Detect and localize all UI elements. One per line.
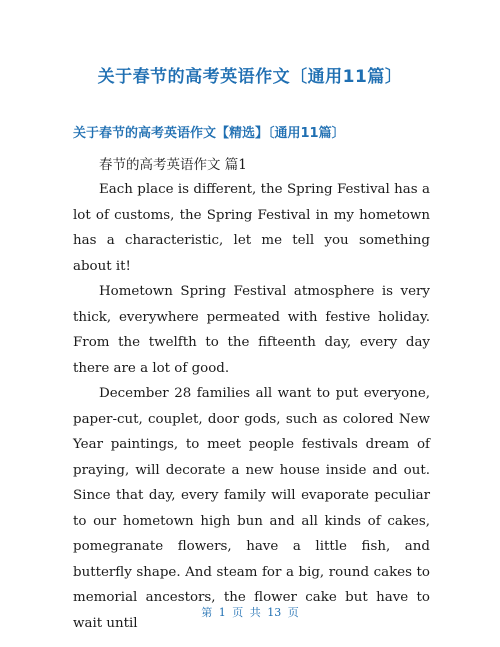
essay-paragraph: December 28 families all want to put everyone, paper-cut, couplet, door gods, such as colored New Year paintings, to meet people festivals dream of praying, will decorate a new house inside and out. Since that day, every family will evaporate peculiar to our hometown high bun and all kinds of cakes, pomegranate flowers, have a little fish, and butterfly shape. And steam for a big, round cakes to memorial ancestors, the flower cake but have to wait until bbox=[73, 386, 430, 631]
page-indicator: 第 1 页 共 13 页 bbox=[201, 606, 299, 619]
essay-heading: 春节的高考英语作文 篇1 bbox=[99, 157, 247, 173]
essay-paragraph: Hometown Spring Festival atmosphere is very thick, everywhere permeated with festive holiday. From the twelfth to the fifteenth day, every day there are a lot of good. bbox=[73, 284, 430, 376]
document-subtitle: 关于春节的高考英语作文【精选】〔通用11篇〕 bbox=[73, 126, 345, 141]
document-title: 关于春节的高考英语作文〔通用11篇〕 bbox=[97, 67, 403, 87]
essay-body bbox=[73, 177, 430, 636]
essay-paragraph: Each place is different, the Spring Festival has a lot of customs, the Spring Festival in my hometown has a characteristic, let me tell you something about it! bbox=[73, 182, 430, 274]
